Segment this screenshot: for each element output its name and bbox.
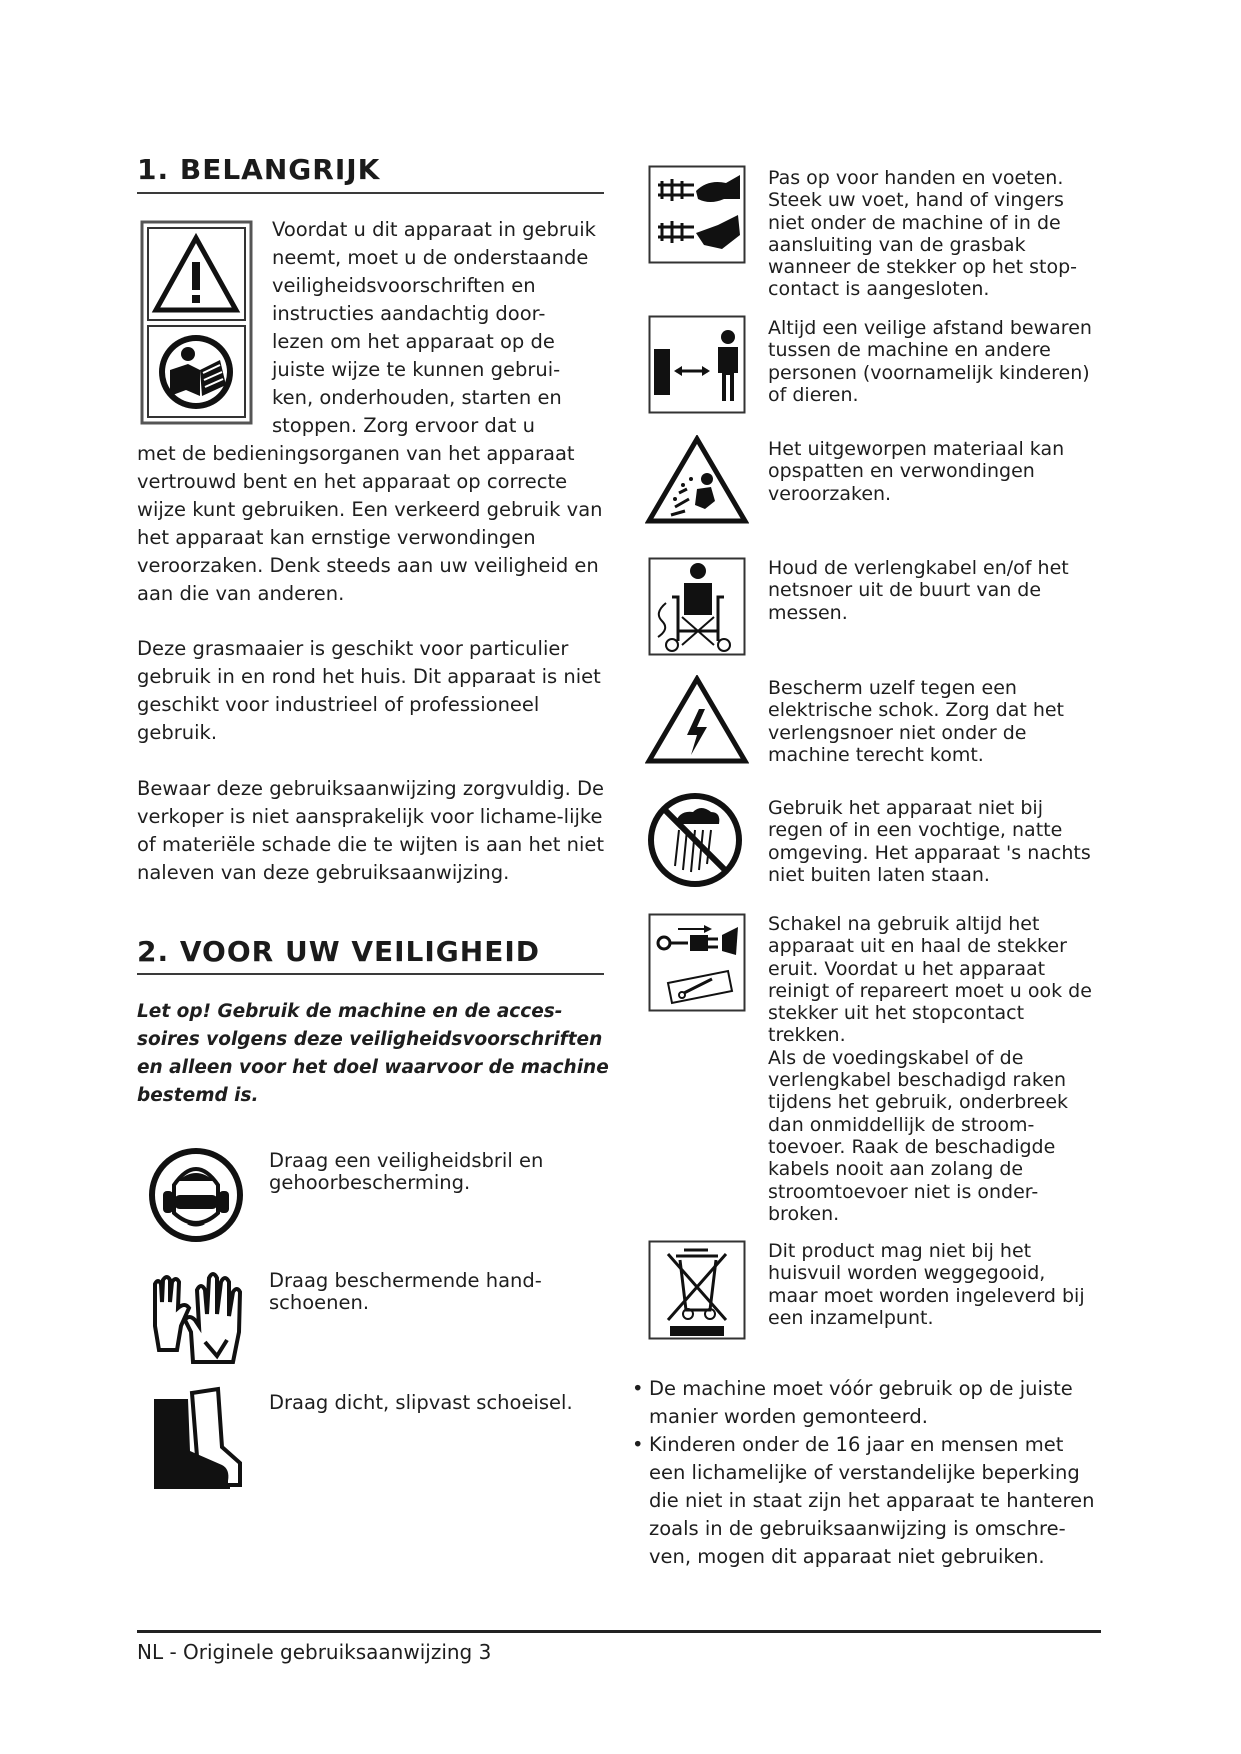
ppe-text-gloves: Draag beschermende hand-schoenen. [269, 1269, 542, 1315]
section2-title: 2. VOOR UW VEILIGHEID [137, 935, 541, 968]
hands-feet-blade-icon [648, 165, 746, 264]
right-item-text-5: Bescherm uzelf tegen een elektrische schok. Zorg dat het verlengsnoer niet onder de machine terecht komt. [768, 677, 1065, 766]
ppe-text-boots: Draag dicht, slipvast schoeisel. [269, 1391, 573, 1414]
bullet-item: • Kinderen onder de 16 jaar en mensen met een lichamelijke of verstandelijke beperking die niet in staat zijn het apparaat te hanteren zoals in de gebruiksaanwijzing is omschre-ven, mogen dit apparaat niet gebruiken. [632, 1431, 1102, 1571]
section1-paragraph-3: Bewaar deze gebruiksaanwijzing zorgvuldig. De verkoper is niet aansprakelijk voor lichame-lijke of materiële schade die te wijten is aan het niet naleven van deze gebruiksaanwijzing. [137, 777, 605, 884]
right-item-text-7a: Schakel na gebruik altijd het apparaat uit en haal de stekker eruit. Voordat u het apparaat reinigt of repareert moet u ook de stekker uit het stopcontact trekken. [768, 913, 1092, 1047]
ejected-material-warning-icon [645, 435, 749, 525]
right-item-text-2: Altijd een veilige afstand bewaren tussen de machine en andere personen (voornamelijk kinderen) of dieren. [768, 317, 1092, 406]
page-footer: NL - Originele gebruiksaanwijzing 3 [137, 1640, 492, 1664]
intro-line: juiste wijze te kunnen gebrui- [272, 358, 561, 381]
gloves-icon [145, 1262, 245, 1367]
right-item-text-3: Het uitgeworpen materiaal kan opspatten en verwondingen veroorzaken. [768, 438, 1065, 505]
safe-distance-icon [648, 315, 746, 414]
intro-line: ken, onderhouden, starten en [272, 386, 562, 409]
intro-line: Voordat u dit apparaat in gebruik [272, 218, 596, 241]
right-item-text-4: Houd de verlengkabel en/of het netsnoer uit de buurt van de messen. [768, 557, 1069, 624]
bullet-item: • De machine moet vóór gebruik op de juiste manier worden gemonteerd. [632, 1375, 1102, 1431]
right-item-text-6: Gebruik het apparaat niet bij regen of in een vochtige, natte omgeving. Het apparaat 's nachts niet buiten laten staan. [768, 797, 1091, 886]
right-item-text-7 [768, 913, 1098, 1225]
goggles-earmuffs-icon [148, 1145, 244, 1245]
boots-icon [148, 1385, 248, 1495]
section2-rule [137, 973, 604, 975]
intro-line: instructies aandachtig door- [272, 302, 546, 325]
bullet-list [632, 1375, 1102, 1571]
footer-rule [137, 1630, 1101, 1633]
section1-title: 1. BELANGRIJK [137, 153, 381, 186]
right-item-text-8: Dit product mag niet bij het huisvuil worden weggegooid, maar moet worden ingeleverd bij een inzamelpunt. [768, 1240, 1085, 1329]
section1-intro-wrapped [272, 216, 612, 440]
right-item-text-7b: Als de voedingskabel of de verlengkabel beschadigd raken tijdens het gebruik, onderbreek dan onmiddellijk de stroom-toevoer. Raak de beschadigde kabels nooit aan zolang de stroomtoevoer niet is onder-broken. [768, 1046, 1069, 1225]
ppe-text-goggles: Draag een veiligheidsbril en gehoorbescherming. [269, 1149, 544, 1195]
right-item-text-1: Pas op voor handen en voeten. Steek uw voet, hand of vingers niet onder de machine of in de aansluiting van de grasbak wanneer de stekker op het stop-contact is aangesloten. [768, 167, 1078, 301]
intro-line: neemt, moet u de onderstaande [272, 246, 589, 269]
electric-shock-warning-icon [645, 675, 749, 765]
no-rain-icon [645, 790, 745, 890]
section1-rule [137, 192, 604, 194]
section2-warning-note: Let op! Gebruik de machine en de acces-soires volgens deze veiligheidsvoorschriften en alleen voor het doel waarvoor de machine bestemd is. [137, 1001, 609, 1106]
intro-line: lezen om het apparaat op de [272, 330, 555, 353]
intro-line: stoppen. Zorg ervoor dat u [272, 414, 535, 437]
warning-read-manual-icon [140, 220, 253, 425]
intro-line: veiligheidsvoorschriften en [272, 274, 536, 297]
weee-crossed-bin-icon [648, 1240, 746, 1340]
unplug-before-maintenance-icon [648, 913, 746, 1012]
section1-intro-rest: met de bedieningsorganen van het apparaat vertrouwd bent en het apparaat op correcte wijze kunt gebruiken. Een verkeerd gebruik van het apparaat kan ernstige verwondingen veroorzaken. Denk steeds aan uw veiligheid en aan die van anderen. [137, 442, 603, 605]
section1-paragraph-2: Deze grasmaaier is geschikt voor particulier gebruik in en rond het huis. Dit apparaat is niet geschikt voor industrieel of professioneel gebruik. [137, 637, 601, 744]
cable-away-from-blades-icon [648, 557, 746, 656]
